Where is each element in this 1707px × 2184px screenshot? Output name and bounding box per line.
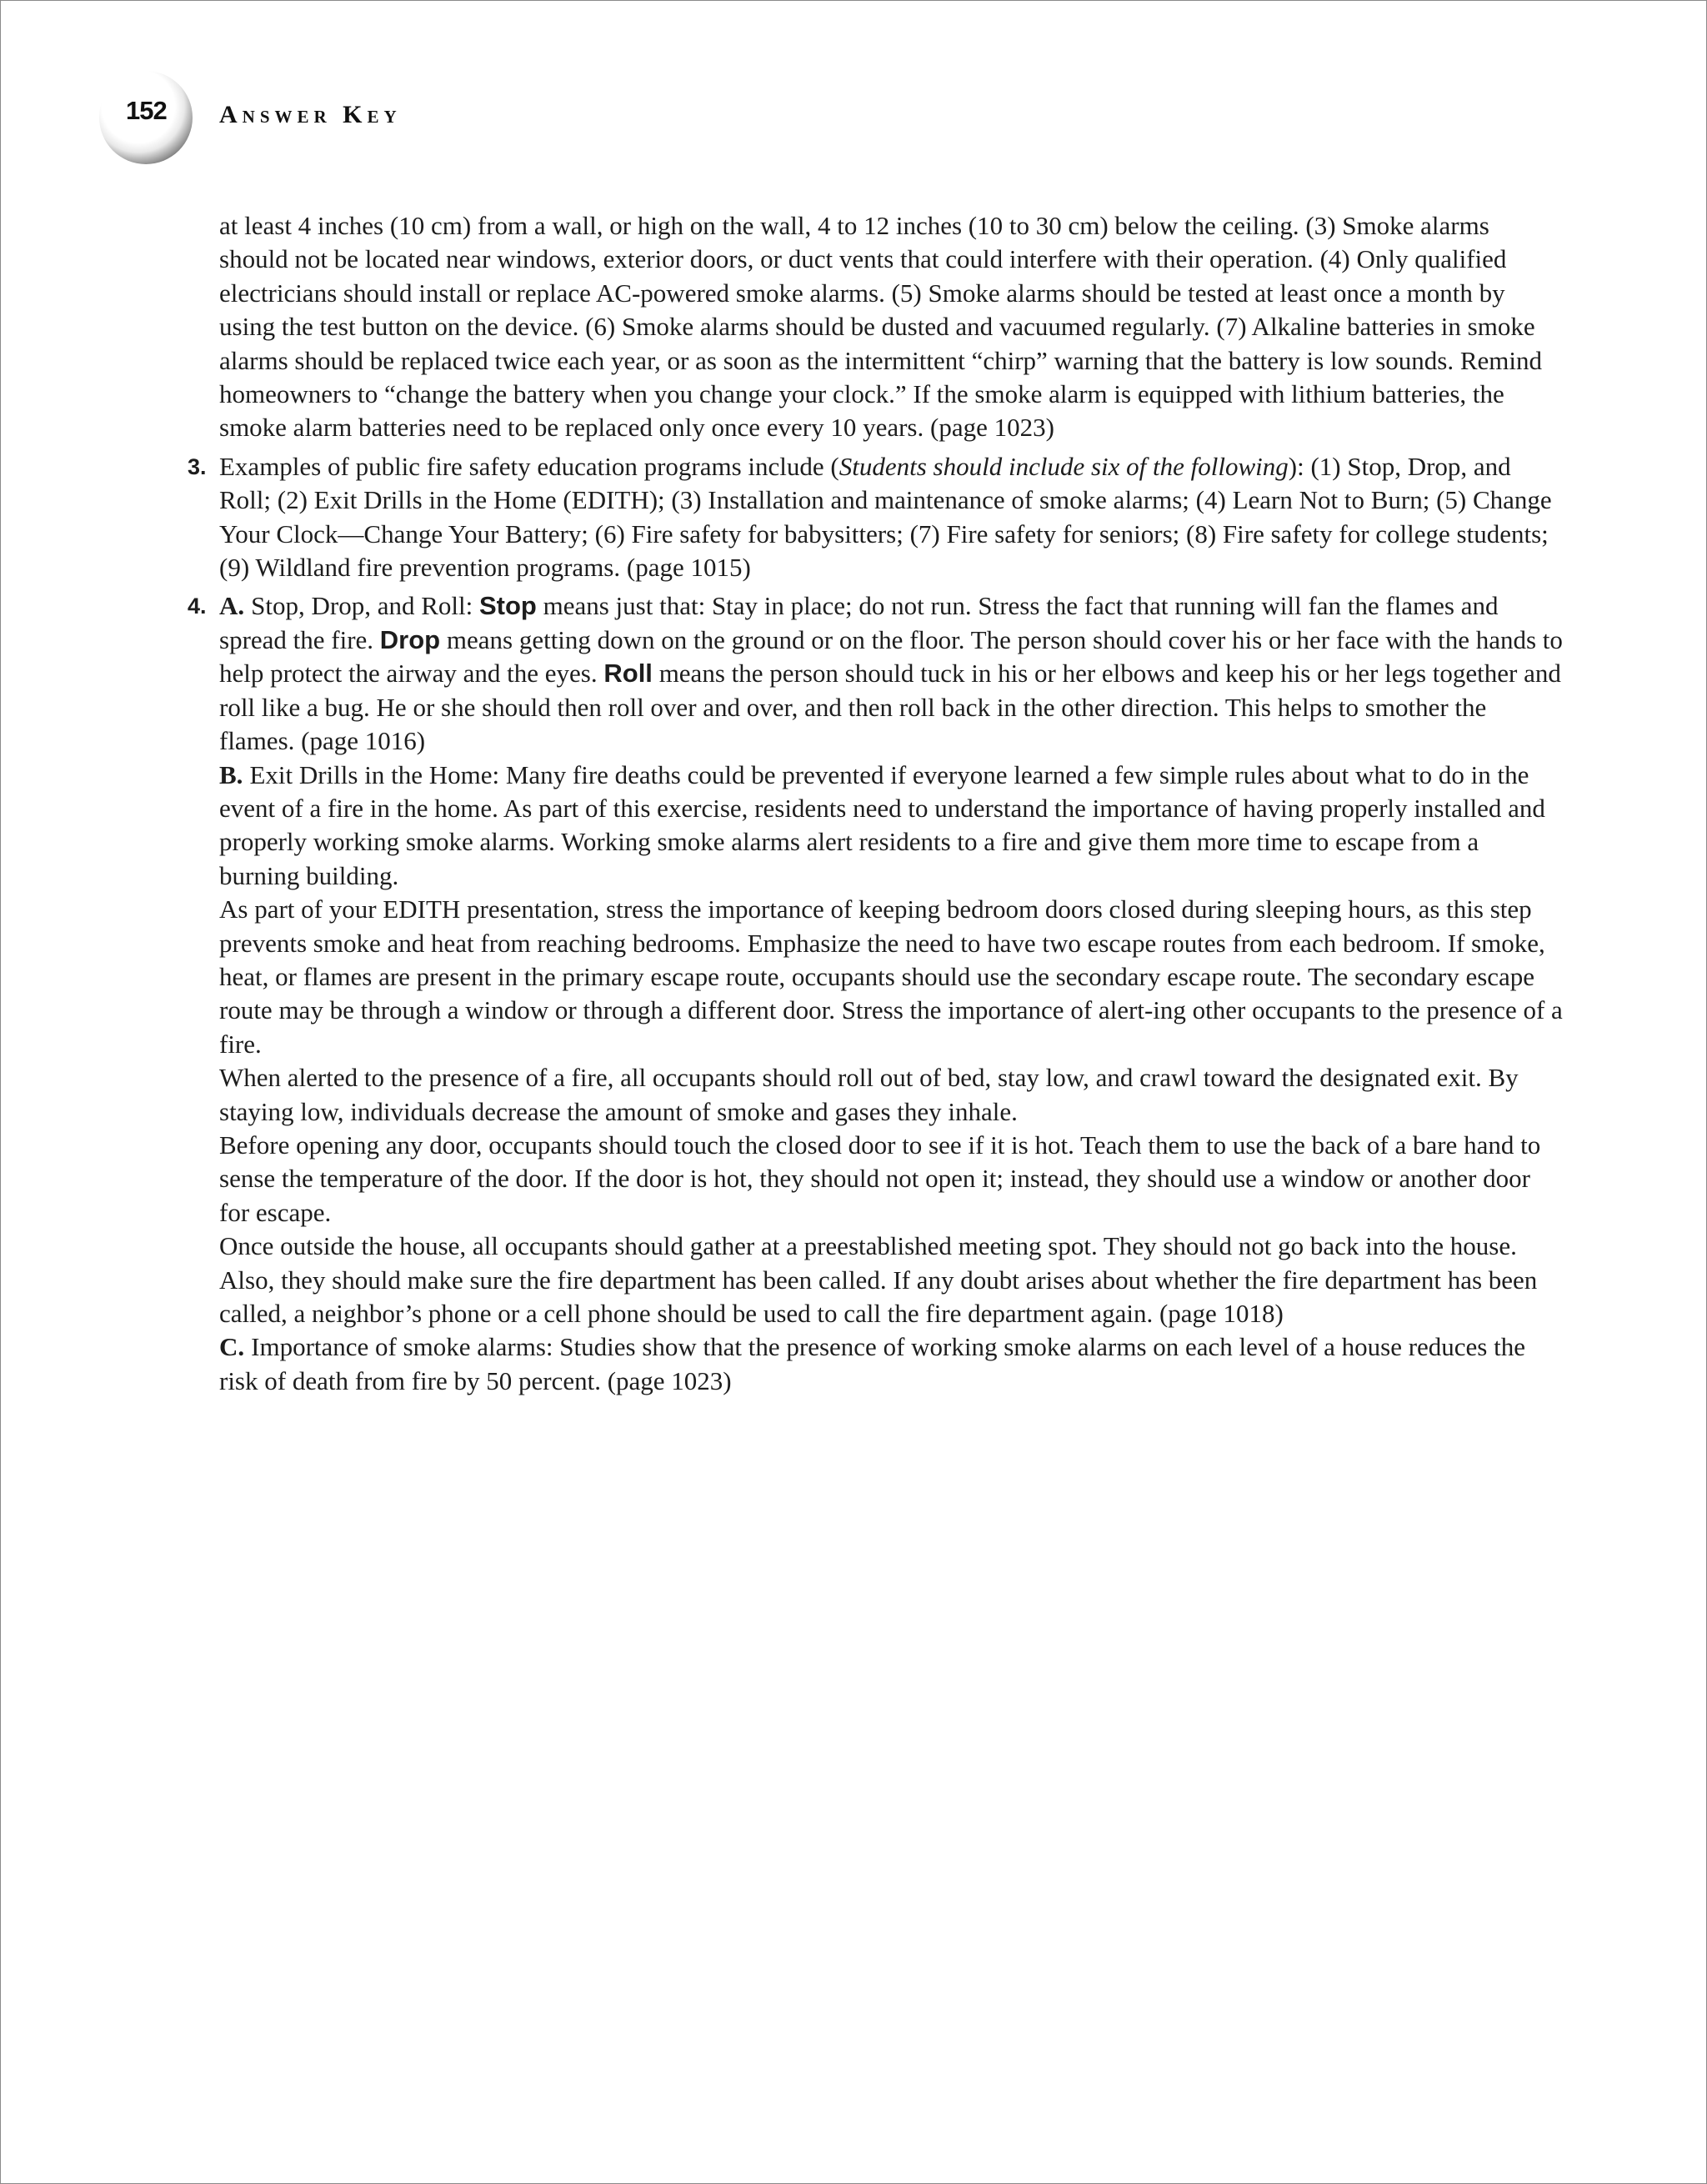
continuation-paragraph: at least 4 inches (10 cm) from a wall, or high on the wall, 4 to 12 inches (10 to 30 cm) below the ceiling. (3) Smoke alarms should not be located near windows, exterior doors, or duct vents that could interfere with their operation. (4) Only qualified electricians should install or replace AC-powered smoke alarms. (5) Smoke alarms should be tested at least once a month by using the test button on the device. (6) Smoke alarms should be dusted and vacuumed regularly. (7) Alkaline batteries in smoke alarms should be replaced twice each year, or as soon as the intermittent “chirp” warning that the battery is low sounds. Remind homeowners to “change the battery when you change your clock.” If the smoke alarm is equipped with lithium batteries, the smoke alarm batteries need to be replaced only once every 10 years. (page 1023) <box>219 211 1543 443</box>
item-number: 4. <box>188 594 207 619</box>
item-4c-text: C. Importance of smoke alarms: Studies show that the presence of working smoke alarms on each level of a house reduces the risk of death from fire by 50 percent. (page 1023) <box>219 1332 1525 1395</box>
page-number: 152 <box>126 96 167 125</box>
item-4b-paragraph-3: When alerted to the presence of a fire, all occupants should roll out of bed, stay low, and crawl toward the designated exit. By staying low, individuals decrease the amount of smoke and gases they inhale. <box>219 1063 1519 1126</box>
item-3-text: Examples of public fire safety education programs include (Students should include six of the following): (1) Stop, Drop, and Roll; (2) Exit Drills in the Home (EDITH); (3) Installation and maintenance of smoke alarms; (4) Learn Not to Burn; (5) Change Your Clock—Change Your Battery; (6) Fire safety for babysitters; (7) Fire safety for seniors; (8) Fire safety for college students; (9) Wildland fire prevention programs. (page 1015) <box>219 451 1552 583</box>
italic-instruction: Students should include six of the following <box>838 451 1289 481</box>
keyword-drop: Drop <box>379 624 441 654</box>
running-head: Answer Key <box>219 101 402 128</box>
keyword-roll: Roll <box>603 659 653 689</box>
item-4b-text: B. Exit Drills in the Home: Many fire deaths could be prevented if everyone learned a few simple rules about what to do in the event of a fire in the home. As part of this exercise, residents need to understand the importance of having properly installed and properly working smoke alarms. Working smoke alarms alert residents to a fire and give them more time to escape from a burning building. <box>219 759 1545 890</box>
item-4b-paragraph-2: As part of your EDITH presentation, stress the importance of keeping bedroom doors closed during sleeping hours, as this step prevents smoke and heat from reaching bedrooms. Emphasize the need to have two escape routes from each bedroom. If smoke, heat, or flames are present in the primary escape route, occupants should use the secondary escape route. The secondary escape route may be through a window or through a different door. Stress the importance of alert-ing other occupants to the presence of a fire. <box>219 894 1563 1059</box>
item-4b-paragraph-4: Before opening any door, occupants should touch the closed door to see if it is hot. Teach them to use the back of a bare hand to sense the temperature of the door. If the door is hot, they should not open it; instead, they should use a window or another door for escape. <box>219 1130 1541 1227</box>
sub-letter: B. <box>219 759 243 789</box>
item-4a-text: A. Stop, Drop, and Roll: Stop means just that: Stay in place; do not run. Stress the fact that running will fan the flames and spread the fire. Drop means getting down on the ground or on the floor. The person should cover his or her face with the hands to help protect the airway and the eyes. Roll means the person should tuck in his or her elbows and keep his or her legs together and roll like a bug. He or she should then roll over and over, and then roll back in the other direction. This helps to smother the flames. (page 1016) <box>219 591 1563 756</box>
sub-letter: A. <box>219 591 245 621</box>
answer-item-4 <box>188 589 1563 1398</box>
answer-item-3 <box>188 450 1563 585</box>
item-4b-paragraph-5: Once outside the house, all occupants should gather at a preestablished meeting spot. They should not go back into the house. Also, they should make sure the fire department has been called. If any doubt arises about whether the fire department has been called, a neighbor’s phone or a cell phone should be used to call the fire department again. (page 1018) <box>219 1231 1538 1328</box>
sub-letter: C. <box>219 1332 245 1362</box>
item-number: 3. <box>188 453 207 479</box>
answer-key-content <box>188 209 1563 1398</box>
keyword-stop: Stop <box>478 591 537 621</box>
